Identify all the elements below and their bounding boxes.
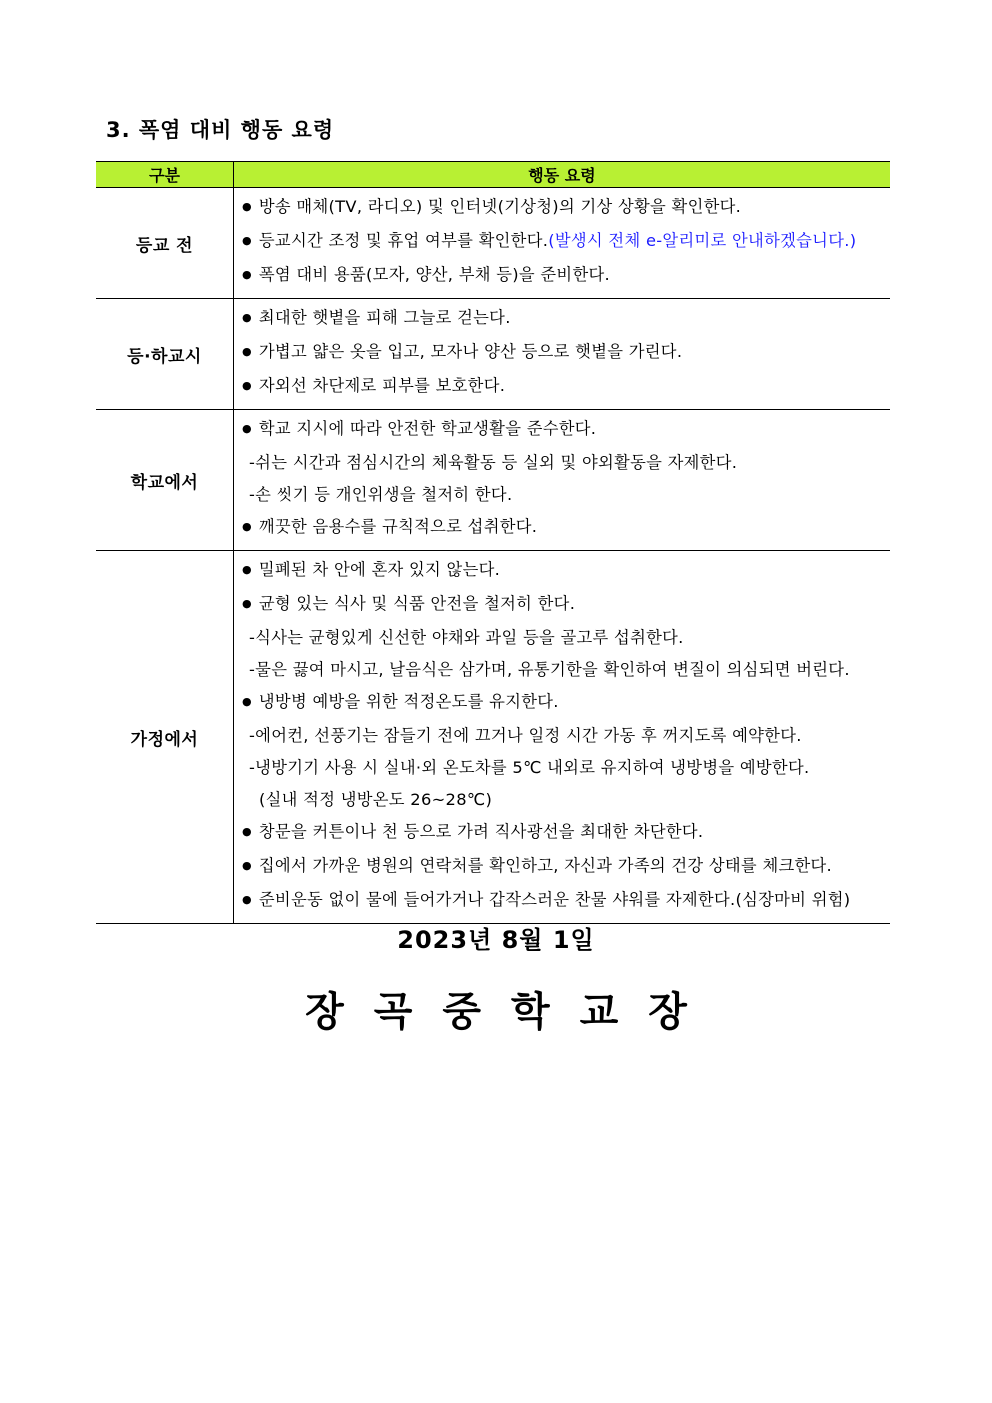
action-note: (발생시 전체 e-알리미로 안내하겠습니다.) xyxy=(548,231,857,250)
action-text: -손 씻기 등 개인위생을 철저히 한다. xyxy=(249,485,513,504)
action-sub-item xyxy=(242,654,890,686)
action-text: 등교시간 조정 및 휴업 여부를 확인한다. xyxy=(258,231,549,250)
action-text: -냉방기기 사용 시 실내·외 온도차를 5℃ 내외로 유지하여 냉방병을 예방한다. xyxy=(249,758,810,777)
action-text: 자외선 차단제로 피부를 보호한다. xyxy=(258,376,506,395)
header-actions: 행동 요령 xyxy=(234,162,891,188)
action-text: -에어컨, 선풍기는 잠들기 전에 끄거나 일정 시간 가동 후 꺼지도록 예약한다. xyxy=(249,726,802,745)
section-title: 3. 폭염 대비 행동 요령 xyxy=(106,118,335,142)
action-list xyxy=(234,188,890,298)
action-item xyxy=(242,554,890,588)
action-text: 집에서 가까운 병원의 연락처를 확인하고, 자신과 가족의 건강 상태를 체크한다. xyxy=(258,856,833,875)
action-text: -식사는 균형있게 신선한 야채와 과일 등을 골고루 섭취한다. xyxy=(249,628,684,647)
action-text: 깨끗한 음용수를 규칙적으로 섭취한다. xyxy=(258,517,538,536)
action-sub-item xyxy=(242,784,890,816)
action-list xyxy=(234,410,890,550)
action-text: -쉬는 시간과 점심시간의 체육활동 등 실외 및 야외활동을 자제한다. xyxy=(249,453,738,472)
row-actions xyxy=(234,188,891,299)
table-header-row xyxy=(96,162,890,188)
action-item xyxy=(242,370,890,404)
action-sub-item xyxy=(242,720,890,752)
action-text: 창문을 커튼이나 천 등으로 가려 직사광선을 최대한 차단한다. xyxy=(258,822,704,841)
row-category: 등교 전 xyxy=(96,188,234,299)
notice-date: 2023년 8월 1일 xyxy=(397,926,595,954)
action-item xyxy=(242,225,890,259)
table-row xyxy=(96,188,890,299)
action-text: 밀폐된 차 안에 혼자 있지 않는다. xyxy=(258,560,501,579)
row-category: 가정에서 xyxy=(96,551,234,924)
action-text: 방송 매체(TV, 라디오) 및 인터넷(기상청)의 기상 상황을 확인한다. xyxy=(258,197,742,216)
action-text: -물은 끓여 마시고, 날음식은 삼가며, 유통기한을 확인하여 변질이 의심되면 버린다. xyxy=(249,660,850,679)
table-row xyxy=(96,410,890,551)
action-text: 최대한 햇볕을 피해 그늘로 걷는다. xyxy=(258,308,511,327)
action-item xyxy=(242,413,890,447)
row-category: 학교에서 xyxy=(96,410,234,551)
action-text: (실내 적정 냉방온도 26~28℃) xyxy=(259,790,493,809)
action-item xyxy=(242,884,890,918)
row-actions xyxy=(234,410,891,551)
row-actions xyxy=(234,299,891,410)
action-text: 준비운동 없이 물에 들어가거나 갑작스러운 찬물 샤워를 자제한다.(심장마비 위험) xyxy=(258,890,851,909)
action-text: 가볍고 얇은 옷을 입고, 모자나 양산 등으로 햇볕을 가린다. xyxy=(258,342,683,361)
action-item xyxy=(242,302,890,336)
action-text: 냉방병 예방을 위한 적정온도를 유지한다. xyxy=(258,692,559,711)
action-list xyxy=(234,551,890,923)
action-sub-item xyxy=(242,752,890,784)
action-sub-item xyxy=(242,447,890,479)
action-item xyxy=(242,336,890,370)
action-text: 학교 지시에 따라 안전한 학교생활을 준수한다. xyxy=(258,419,597,438)
action-item xyxy=(242,259,890,293)
row-category: 등·하교시 xyxy=(96,299,234,410)
action-item xyxy=(242,588,890,622)
action-sub-item xyxy=(242,479,890,511)
action-item xyxy=(242,850,890,884)
table-body xyxy=(96,188,890,924)
action-item xyxy=(242,686,890,720)
table-row xyxy=(96,299,890,410)
action-item xyxy=(242,816,890,850)
table-row xyxy=(96,551,890,924)
action-text: 균형 있는 식사 및 식품 안전을 철저히 한다. xyxy=(258,594,576,613)
action-sub-item xyxy=(242,622,890,654)
row-actions xyxy=(234,551,891,924)
header-category: 구분 xyxy=(96,162,234,188)
school-principal-signature: 장곡중학교장 xyxy=(305,989,717,1035)
action-text: 폭염 대비 용품(모자, 양산, 부채 등)을 준비한다. xyxy=(258,265,610,284)
action-item xyxy=(242,511,890,545)
action-item xyxy=(242,191,890,225)
action-list xyxy=(234,299,890,409)
heat-wave-guide-table xyxy=(96,161,890,924)
